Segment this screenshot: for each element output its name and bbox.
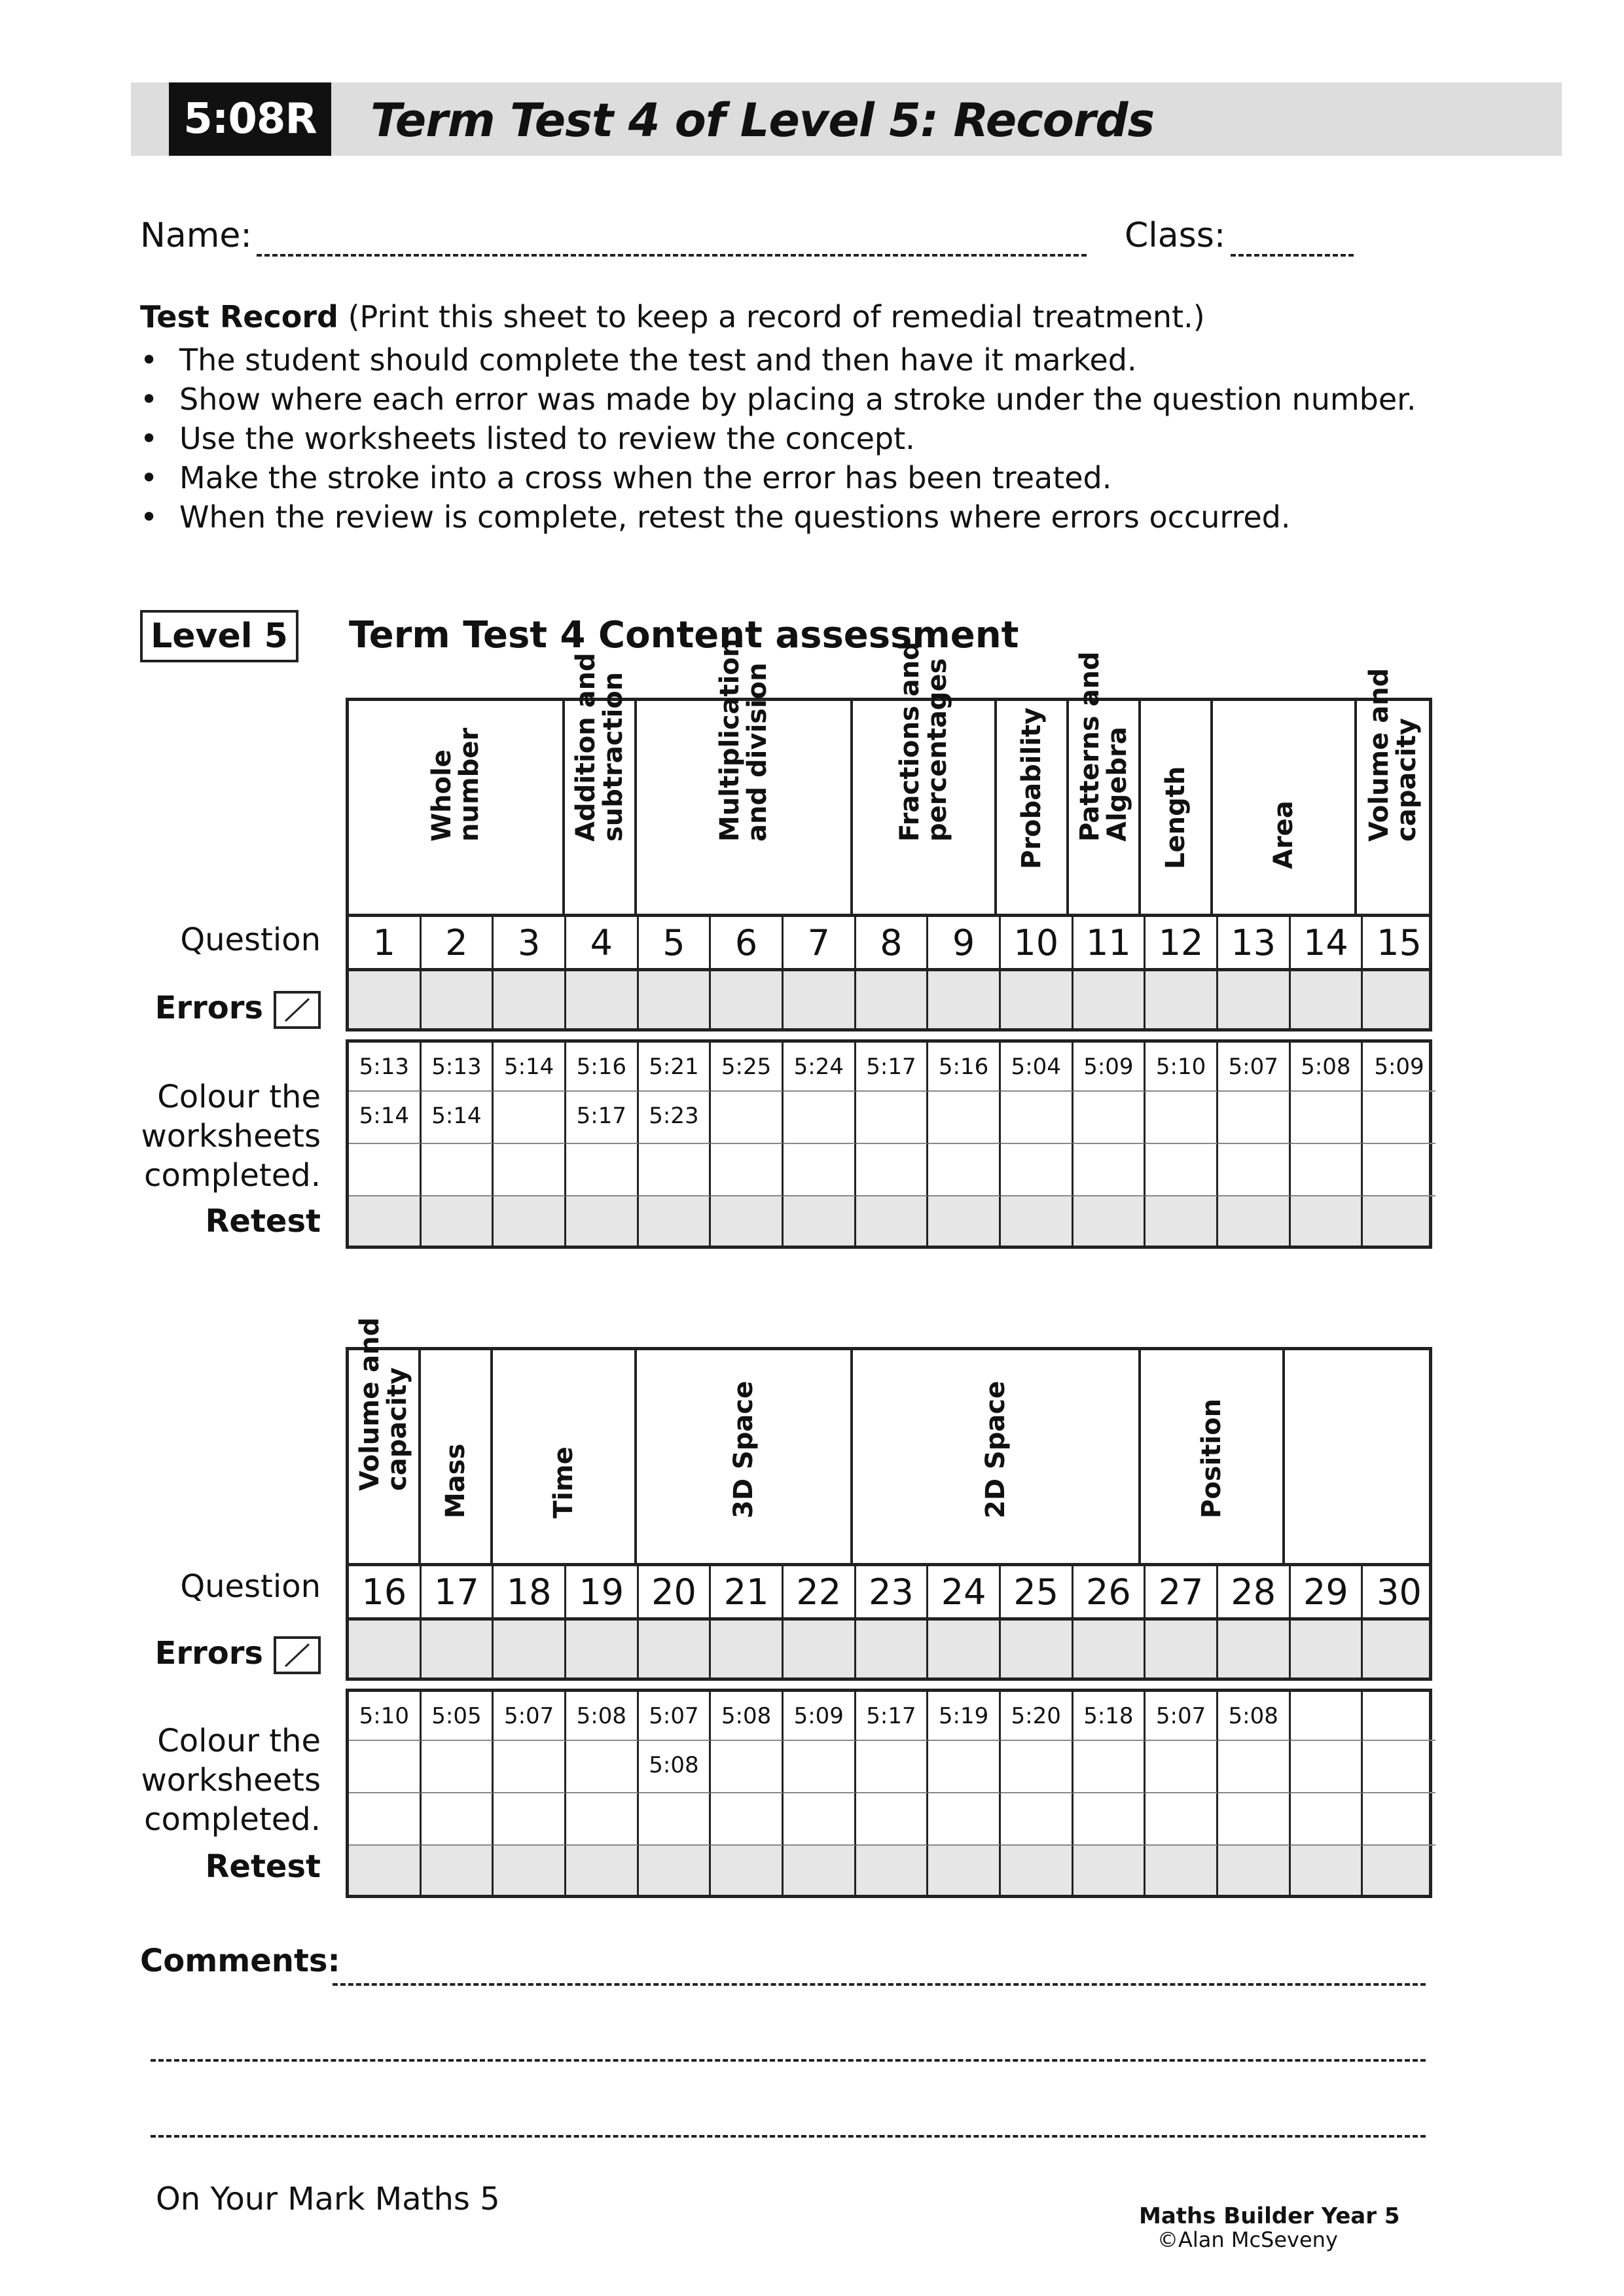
question-number: 17 [422,1566,494,1617]
error-cell[interactable] [349,1621,422,1677]
retest-cell[interactable] [1363,1846,1435,1895]
worksheet-cell[interactable] [566,1793,639,1846]
question-number: 12 [1146,917,1218,968]
name-label: Name: [140,216,252,255]
question-number: 14 [1291,917,1363,968]
worksheet-cell[interactable] [1074,1144,1146,1196]
question-number: 27 [1146,1566,1218,1617]
worksheet-cell[interactable]: 5:17 [856,1043,929,1092]
worksheet-cell[interactable] [1001,1144,1074,1196]
retest-cell[interactable] [711,1846,784,1895]
question-number: 3 [494,917,566,968]
worksheets-row [346,1689,1432,1741]
retest-cell[interactable] [1291,1846,1363,1895]
worksheet-cell[interactable]: 5:17 [566,1092,639,1144]
worksheet-cell[interactable] [1001,1741,1074,1793]
comments-line[interactable] [151,2135,1426,2138]
retest-cell[interactable] [566,1196,639,1246]
question-number: 28 [1218,1566,1291,1617]
error-cell[interactable] [1146,971,1218,1028]
worksheet-cell[interactable] [566,1741,639,1793]
worksheet-cell[interactable]: 5:10 [349,1692,422,1741]
list-item: • When the review is complete, retest the questions where errors occurred. [140,499,1291,535]
worksheet-cell[interactable]: 5:09 [1074,1043,1146,1092]
worksheet-cell[interactable] [422,1793,494,1846]
topic-label: Mass [441,1443,471,1518]
worksheet-cell[interactable] [1074,1741,1146,1793]
class-label: Class: [1125,216,1226,255]
list-item: • Make the stroke into a cross when the error has been treated. [140,460,1112,495]
question-number: 13 [1218,917,1291,968]
question-number: 9 [928,917,1001,968]
worksheet-cell[interactable] [1001,1092,1074,1144]
topic-label: 2D Space [981,1380,1011,1518]
worksheet-cell[interactable]: 5:25 [711,1043,784,1092]
errors-row [346,971,1432,1031]
worksheet-cell[interactable] [494,1092,566,1144]
error-cell[interactable] [349,971,422,1028]
worksheet-cell[interactable]: 5:21 [639,1043,712,1092]
footer-series: On Your Mark Maths 5 [156,2181,500,2217]
retest-row [346,1196,1432,1249]
list-item: • Show where each error was made by placing a stroke under the question number. [140,382,1416,417]
error-cell[interactable] [928,1621,1001,1677]
worksheet-cell[interactable] [928,1793,1001,1846]
footer-copyright: ©Alan McSeveny [1157,2227,1338,2252]
worksheet-cell[interactable]: 5:08 [1291,1043,1363,1092]
worksheet-cell[interactable] [784,1092,856,1144]
colour-label-2: worksheets [141,1118,321,1155]
worksheet-cell[interactable] [1001,1793,1074,1846]
worksheet-cell[interactable] [1291,1092,1363,1144]
retest-cell[interactable] [1363,1196,1435,1246]
worksheet-cell[interactable]: 5:18 [1074,1692,1146,1741]
question-number: 22 [784,1566,856,1617]
worksheet-cell[interactable] [566,1144,639,1196]
worksheet-cell[interactable] [856,1741,929,1793]
error-cell[interactable] [784,1621,856,1677]
error-cell[interactable] [422,971,494,1028]
colour-label-1: Colour the [157,1079,321,1115]
sheet-code: 5:08R [169,82,331,156]
worksheet-cell[interactable]: 5:07 [1218,1043,1291,1092]
question-number: 20 [639,1566,712,1617]
retest-label: Retest [205,1203,321,1240]
worksheets-row [346,1039,1432,1092]
error-cell[interactable] [711,1621,784,1677]
topic-header [637,638,853,914]
retest-cell[interactable] [1074,1196,1146,1246]
worksheet-cell[interactable]: 5:08 [711,1692,784,1741]
worksheet-cell[interactable]: 5:14 [494,1043,566,1092]
topic-label: 3D Space [729,1380,759,1518]
error-cell[interactable] [494,971,566,1028]
topic-label: Whole number [427,727,484,842]
topic-header [637,1350,853,1563]
table-header [346,638,1432,914]
worksheet-cell[interactable] [928,1144,1001,1196]
topic-header [1141,701,1213,914]
worksheet-cell[interactable]: 5:08 [1218,1692,1291,1741]
worksheet-cell[interactable] [1146,1741,1218,1793]
error-cell[interactable] [1291,1621,1363,1677]
worksheet-cell[interactable]: 5:08 [639,1741,712,1793]
error-cell[interactable] [856,1621,929,1677]
worksheet-cell[interactable] [639,1144,712,1196]
topic-header [493,1350,637,1563]
colour-label-2: worksheets [141,1762,321,1799]
worksheet-cell[interactable] [928,1092,1001,1144]
retest-cell[interactable] [1291,1196,1363,1246]
error-cell[interactable] [494,1621,566,1677]
retest-cell[interactable] [566,1846,639,1895]
name-field[interactable] [257,254,1087,257]
retest-cell[interactable] [1074,1846,1146,1895]
question-number: 7 [784,917,856,968]
question-number: 16 [349,1566,422,1617]
worksheet-cell[interactable] [494,1793,566,1846]
retest-cell[interactable] [711,1196,784,1246]
question-label: Question [180,1568,321,1605]
retest-label: Retest [205,1848,321,1885]
question-number: 23 [856,1566,929,1617]
retest-row [346,1846,1432,1898]
footer-book-title: Maths Builder Year 5 [1139,2203,1400,2229]
worksheets-row [346,1144,1432,1196]
retest-cell[interactable] [422,1196,494,1246]
page-title: Term Test 4 of Level 5: Records [370,94,1155,147]
worksheet-cell[interactable] [639,1793,712,1846]
retest-cell[interactable] [639,1196,712,1246]
worksheet-cell[interactable]: 5:07 [639,1692,712,1741]
topic-label: Volume and capacity [355,1317,412,1491]
error-cell[interactable] [711,971,784,1028]
colour-label-1: Colour the [157,1723,321,1759]
retest-cell[interactable] [349,1846,422,1895]
topic-label: Length [1161,766,1191,869]
retest-cell[interactable] [1218,1846,1291,1895]
question-number: 25 [1001,1566,1074,1617]
question-number: 1 [349,917,422,968]
retest-cell[interactable] [1218,1196,1291,1246]
question-number: 11 [1074,917,1146,968]
comments-line[interactable] [151,2059,1426,2062]
error-cell[interactable] [1218,971,1291,1028]
worksheet-cell[interactable] [1363,1692,1435,1741]
assessment-table-1 [346,638,1432,1249]
retest-cell[interactable] [1001,1846,1074,1895]
error-cell[interactable] [1363,1621,1435,1677]
assessment-title: Term Test 4 Content assessment [349,614,1019,656]
worksheet-cell[interactable] [1363,1793,1435,1846]
worksheet-cell[interactable] [1074,1793,1146,1846]
worksheet-cell[interactable] [1146,1793,1218,1846]
error-cell[interactable] [1363,971,1435,1028]
retest-cell[interactable] [1146,1846,1218,1895]
test-record-label: Test Record [140,299,338,334]
worksheet-cell[interactable]: 5:23 [639,1092,712,1144]
worksheet-cell[interactable] [711,1144,784,1196]
retest-cell[interactable] [494,1846,566,1895]
worksheet-cell[interactable] [422,1144,494,1196]
topic-header [349,1317,421,1563]
worksheet-cell[interactable] [1291,1692,1363,1741]
worksheet-cell[interactable] [494,1144,566,1196]
errors-label: Errors [155,1634,321,1674]
topic-header [421,1350,493,1563]
worksheet-cell[interactable] [494,1741,566,1793]
error-cell[interactable] [1074,1621,1146,1677]
worksheet-cell[interactable]: 5:20 [1001,1692,1074,1741]
worksheet-cell[interactable]: 5:07 [1146,1692,1218,1741]
worksheet-cell[interactable] [1291,1793,1363,1846]
worksheet-cell[interactable]: 5:16 [928,1043,1001,1092]
error-cell[interactable] [639,971,712,1028]
worksheets-row [346,1741,1432,1793]
worksheet-cell[interactable]: 5:07 [494,1692,566,1741]
topic-header [1069,651,1141,914]
error-cell[interactable] [928,971,1001,1028]
test-record-note: (Print this sheet to keep a record of remedial treatment.) [348,299,1205,334]
retest-cell[interactable] [1001,1196,1074,1246]
worksheet-cell[interactable] [1146,1092,1218,1144]
worksheet-cell[interactable] [422,1741,494,1793]
worksheet-cell[interactable]: 5:24 [784,1043,856,1092]
question-number: 10 [1001,917,1074,968]
topic-header [1141,1350,1285,1563]
worksheet-cell[interactable] [1363,1144,1435,1196]
worksheet-cell[interactable] [1218,1793,1291,1846]
worksheet-cell[interactable] [784,1144,856,1196]
question-number: 29 [1291,1566,1363,1617]
errors-label: Errors [155,988,321,1029]
error-cell[interactable] [639,1621,712,1677]
assessment-table-2 [346,1317,1432,1898]
instruction-list [140,340,1416,537]
question-number: 8 [856,917,929,968]
question-number: 18 [494,1566,566,1617]
worksheet-cell[interactable] [856,1793,929,1846]
topic-header [853,641,997,914]
error-cell[interactable] [1001,1621,1074,1677]
worksheet-cell[interactable] [1291,1144,1363,1196]
test-record-line [140,298,1205,336]
error-cell[interactable] [422,1621,494,1677]
question-number: 6 [711,917,784,968]
topic-label: Fractions and percentages [895,641,952,842]
retest-cell[interactable] [784,1846,856,1895]
retest-cell[interactable] [856,1196,929,1246]
topic-label: Patterns and Algebra [1075,651,1132,842]
topic-header [853,1350,1141,1563]
question-number: 4 [566,917,639,968]
level-badge: Level 5 [140,610,298,662]
question-row [346,1563,1432,1621]
worksheet-cell[interactable] [711,1092,784,1144]
retest-cell[interactable] [856,1846,929,1895]
worksheet-cell[interactable] [349,1741,422,1793]
worksheet-cell[interactable] [711,1793,784,1846]
worksheet-cell[interactable]: 5:19 [928,1692,1001,1741]
worksheet-cell[interactable] [1363,1741,1435,1793]
error-cell[interactable] [1146,1621,1218,1677]
worksheet-cell[interactable] [349,1793,422,1846]
list-item: • The student should complete the test and then have it marked. [140,342,1137,378]
topic-label: Volume and capacity [1364,668,1422,842]
question-number: 21 [711,1566,784,1617]
retest-cell[interactable] [928,1196,1001,1246]
worksheet-cell[interactable] [928,1741,1001,1793]
topic-label: Multiplication and division [715,638,772,842]
worksheet-cell[interactable]: 5:14 [349,1092,422,1144]
retest-cell[interactable] [639,1846,712,1895]
topic-label: Addition and subtraction [571,653,628,842]
topic-label: Position [1197,1398,1227,1518]
topic-header [1357,668,1429,914]
topic-header [565,653,637,914]
worksheet-cell[interactable] [1363,1092,1435,1144]
worksheet-cell[interactable]: 5:09 [1363,1043,1435,1092]
error-cell[interactable] [566,1621,639,1677]
retest-cell[interactable] [1146,1196,1218,1246]
worksheet-cell[interactable] [1218,1741,1291,1793]
worksheet-cell[interactable]: 5:09 [784,1692,856,1741]
question-number: 15 [1377,922,1422,963]
error-cell[interactable] [1001,971,1074,1028]
worksheet-cell[interactable] [1291,1741,1363,1793]
topic-label: Time [549,1446,579,1518]
topic-header [1285,1350,1429,1563]
worksheet-cell[interactable] [711,1741,784,1793]
worksheets-row [346,1092,1432,1144]
list-item: • Use the worksheets listed to review the concept. [140,421,915,456]
topic-label: Probability [1017,707,1047,869]
worksheet-cell[interactable] [1218,1144,1291,1196]
error-cell[interactable] [784,971,856,1028]
question-row [346,914,1432,971]
class-field[interactable] [1231,254,1354,257]
topic-header [997,701,1069,914]
worksheet-cell[interactable] [784,1741,856,1793]
question-number: 19 [566,1566,639,1617]
topic-header [1213,701,1357,914]
worksheet-cell[interactable] [1146,1144,1218,1196]
worksheet-cell[interactable] [856,1144,929,1196]
retest-cell[interactable] [784,1196,856,1246]
worksheet-cell[interactable] [856,1092,929,1144]
stroke-icon [274,1636,321,1674]
worksheet-cell[interactable] [349,1144,422,1196]
question-number: 30 [1377,1571,1422,1613]
errors-row [346,1621,1432,1681]
error-cell[interactable] [566,971,639,1028]
worksheet-cell[interactable] [1074,1092,1146,1144]
worksheet-cell[interactable]: 5:13 [422,1043,494,1092]
worksheet-cell[interactable] [784,1793,856,1846]
question-number: 24 [928,1566,1001,1617]
worksheet-cell[interactable]: 5:16 [566,1043,639,1092]
colour-label-3: completed. [144,1801,321,1838]
retest-cell[interactable] [928,1846,1001,1895]
question-number: 5 [639,917,712,968]
topic-header [349,701,565,914]
error-cell[interactable] [1074,971,1146,1028]
comments-label: Comments: [140,1943,340,1979]
error-cell[interactable] [1218,1621,1291,1677]
worksheet-cell[interactable]: 5:10 [1146,1043,1218,1092]
question-label: Question [180,922,321,958]
topic-label: Area [1269,800,1299,869]
worksheet-cell[interactable]: 5:05 [422,1692,494,1741]
table-header [346,1317,1432,1563]
worksheet-cell[interactable]: 5:08 [566,1692,639,1741]
worksheet-cell[interactable] [1218,1092,1291,1144]
retest-cell[interactable] [494,1196,566,1246]
stroke-icon [274,991,321,1029]
worksheet-cell[interactable]: 5:17 [856,1692,929,1741]
error-cell[interactable] [856,971,929,1028]
retest-cell[interactable] [349,1196,422,1246]
worksheets-row [346,1793,1432,1846]
error-cell[interactable] [1291,971,1363,1028]
retest-cell[interactable] [422,1846,494,1895]
worksheet-cell[interactable]: 5:14 [422,1092,494,1144]
comments-line[interactable] [333,1983,1426,1986]
question-number: 26 [1074,1566,1146,1617]
colour-label-3: completed. [144,1157,321,1194]
worksheet-cell[interactable]: 5:13 [349,1043,422,1092]
worksheet-cell[interactable]: 5:04 [1001,1043,1074,1092]
question-number: 2 [422,917,494,968]
